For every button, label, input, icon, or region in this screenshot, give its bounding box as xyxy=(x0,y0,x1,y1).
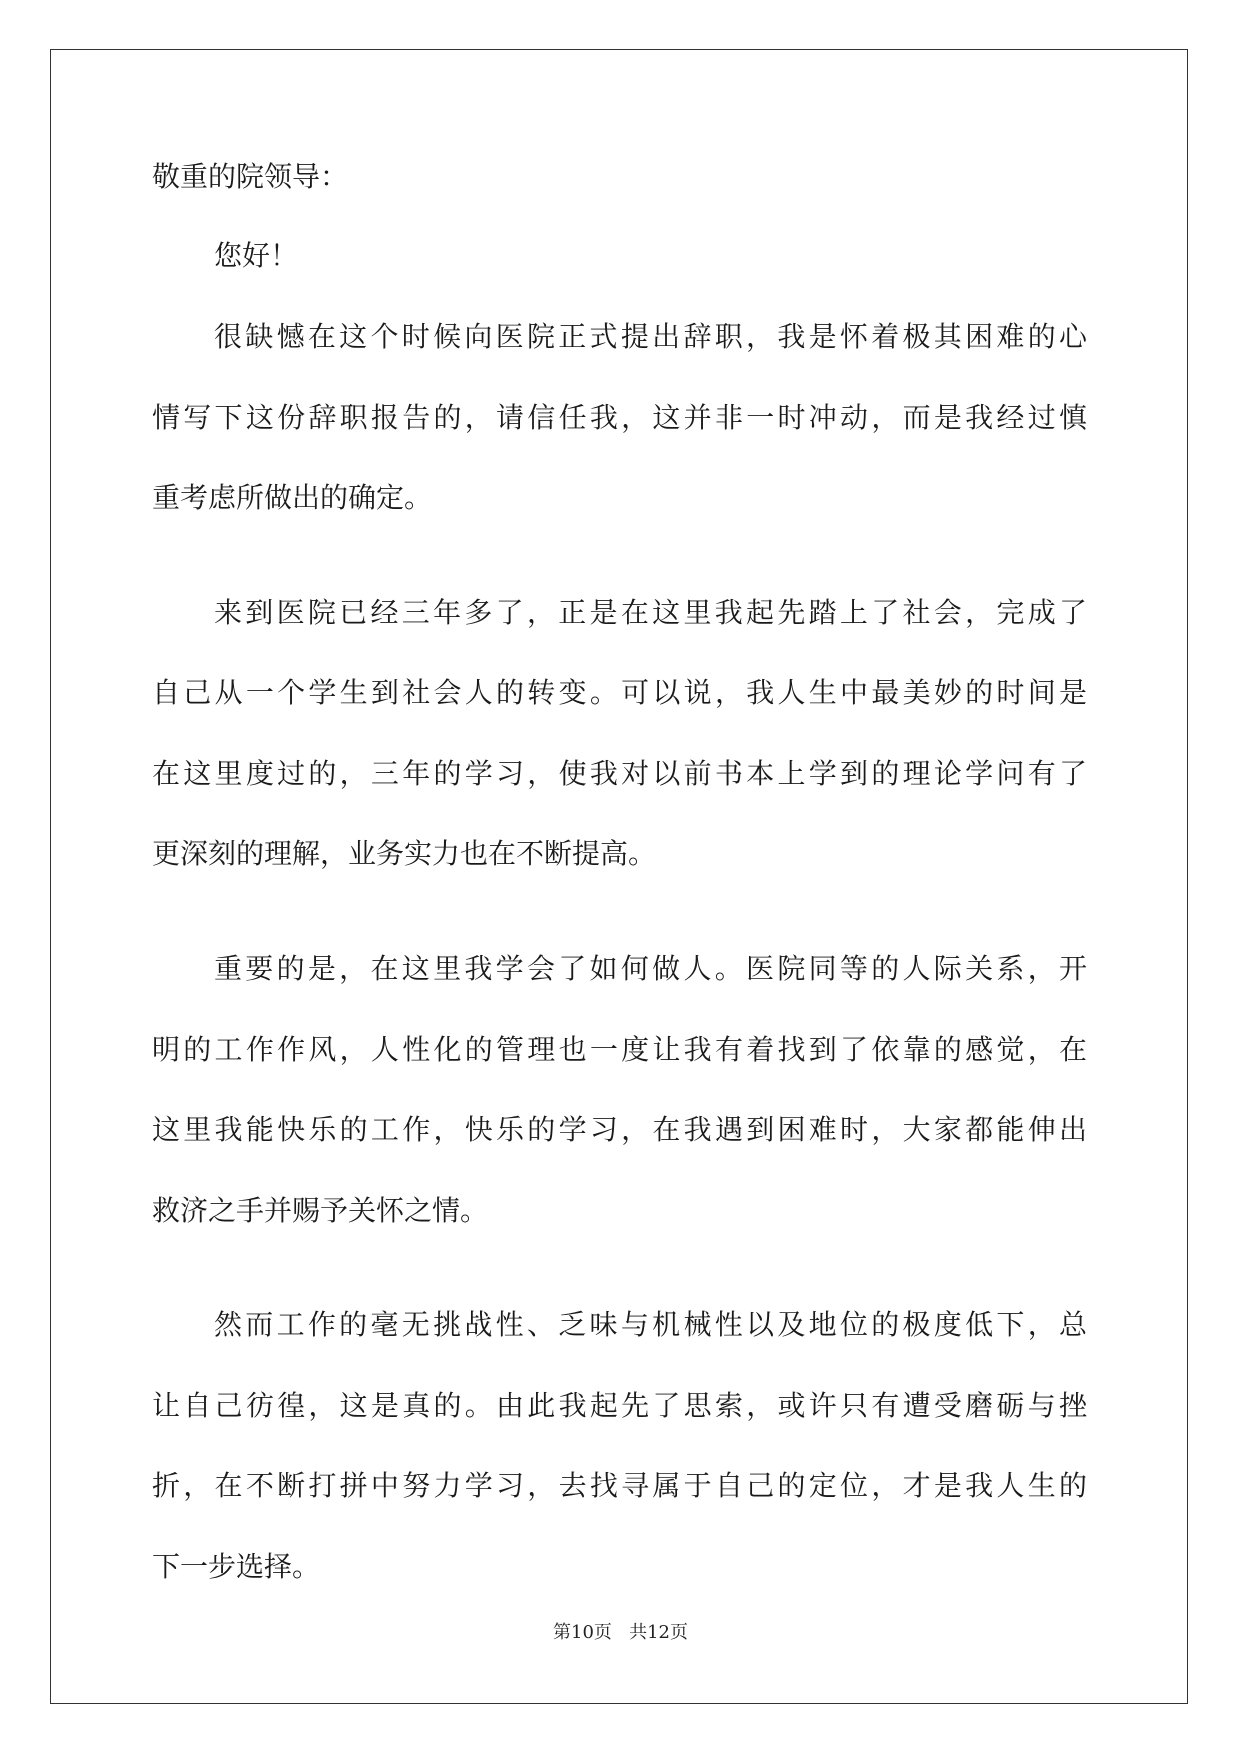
paragraph-4-line-2: 让自己彷徨，这是真的。由此我起先了思索，或许只有遭受磨砺与挫 xyxy=(152,1389,1087,1422)
paragraph-2-line-3: 在这里度过的，三年的学习，使我对以前书本上学到的理论学问有了 xyxy=(152,757,1087,790)
letter-greeting: 敬重的院领导： xyxy=(152,160,349,193)
paragraph-2-line-2: 自己从一个学生到社会人的转变。可以说，我人生中最美妙的时间是 xyxy=(152,676,1087,709)
paragraph-4-line-4: 下一步选择。 xyxy=(152,1550,321,1583)
page-number-footer: 第10页 共12页 xyxy=(553,1622,688,1643)
paragraph-3-line-3: 这里我能快乐的工作，快乐的学习，在我遇到困难时，大家都能伸出 xyxy=(152,1113,1087,1146)
paragraph-4-line-1: 然而工作的毫无挑战性、乏味与机械性以及地位的极度低下，总 xyxy=(214,1308,1087,1341)
paragraph-3-line-1: 重要的是，在这里我学会了如何做人。医院同等的人际关系，开 xyxy=(214,952,1087,985)
paragraph-3-line-4: 救济之手并赐予关怀之情。 xyxy=(152,1194,489,1227)
paragraph-3-line-2: 明的工作作风，人性化的管理也一度让我有着找到了依靠的感觉，在 xyxy=(152,1033,1087,1066)
paragraph-4-line-3: 折，在不断打拼中努力学习，去找寻属于自己的定位，才是我人生的 xyxy=(152,1469,1087,1502)
page-border xyxy=(50,49,1188,1704)
letter-salutation: 您好！ xyxy=(214,239,299,272)
paragraph-1-line-3: 重考虑所做出的确定。 xyxy=(152,481,433,514)
paragraph-2-line-4: 更深刻的理解，业务实力也在不断提高。 xyxy=(152,837,657,870)
paragraph-1-line-2: 情写下这份辞职报告的，请信任我，这并非一时冲动，而是我经过慎 xyxy=(152,401,1087,434)
paragraph-2-line-1: 来到医院已经三年多了，正是在这里我起先踏上了社会，完成了 xyxy=(214,596,1087,629)
paragraph-1-line-1: 很缺憾在这个时候向医院正式提出辞职，我是怀着极其困难的心 xyxy=(214,320,1087,353)
